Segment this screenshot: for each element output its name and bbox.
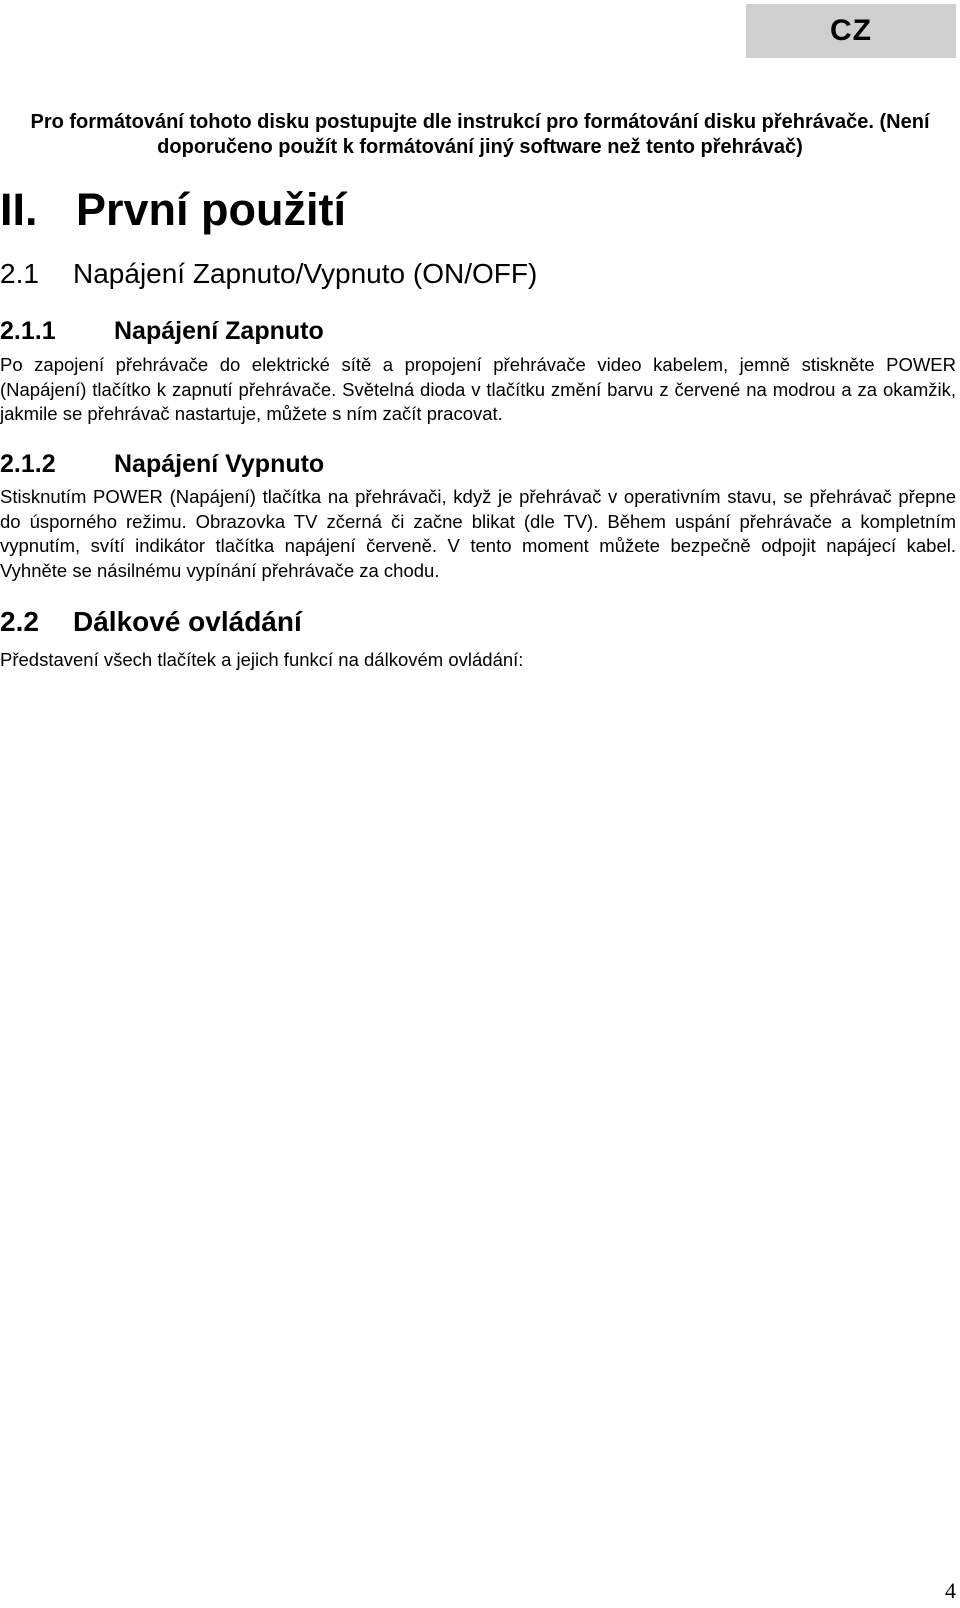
language-badge [746,4,956,58]
language-badge-label: CZ [830,14,872,47]
intro-line-1: Pro formátování tohoto disku postupujte dle instrukcí pro formátování disku přehrávače. (Není [30,111,930,133]
subsection-heading-2-1-2 [0,448,324,480]
section-title-2-2: Dálkové ovládání [73,606,302,637]
intro-note [0,110,960,160]
paragraph-power-on: Po zapojení přehrávače do elektrické sítě a propojení přehrávače video kabelem, jemně stiskněte POWER (Napájení) tlačítko k zapnutí přehrávače. Světelná dioda v tlačítku změní barvu z červené na modrou a za okamžik, jakmile se přehrávač nastartuje, můžete s ním začít pracovat. [0,354,956,424]
subsection-title-2-1-1: Napájení Zapnuto [114,317,324,345]
subsection-title-2-1-2: Napájení Vypnuto [114,450,325,478]
section-heading-2-2 [0,604,302,640]
chapter-title: První použití [76,184,346,235]
chapter-number: II. [0,184,38,235]
intro-line-2: doporučeno použít k formátování jiný software než tento přehrávač) [157,136,803,158]
subsection-number-2-1-1: 2.1.1 [0,317,56,345]
paragraph-remote-intro: Představení všech tlačítek a jejich funkcí na dálkovém ovládání: [0,649,524,670]
section-heading-2-1 [0,256,537,292]
chapter-heading [0,182,346,238]
page-number: 4 [945,1578,956,1603]
subsection-number-2-1-2: 2.1.2 [0,450,56,478]
subsection-heading-2-1-1 [0,315,324,347]
paragraph-power-off: Stisknutím POWER (Napájení) tlačítka na přehrávači, když je přehrávač v operativním stavu, se přehrávač přepne do úsporného režimu. Obrazovka TV zčerná či začne blikat (dle TV). Během uspání přehrávače a kompletním vypnutím, svítí indikátor tlačítka napájení červeně. V tento moment můžete bezpečně odpojit napájecí kabel. Vyhněte se násilnému vypínání přehrávače za chodu. [0,486,956,581]
section-title-2-1: Napájení Zapnuto/Vypnuto (ON/OFF) [73,258,538,289]
section-number-2-1: 2.1 [0,258,39,289]
section-number-2-2: 2.2 [0,606,39,637]
